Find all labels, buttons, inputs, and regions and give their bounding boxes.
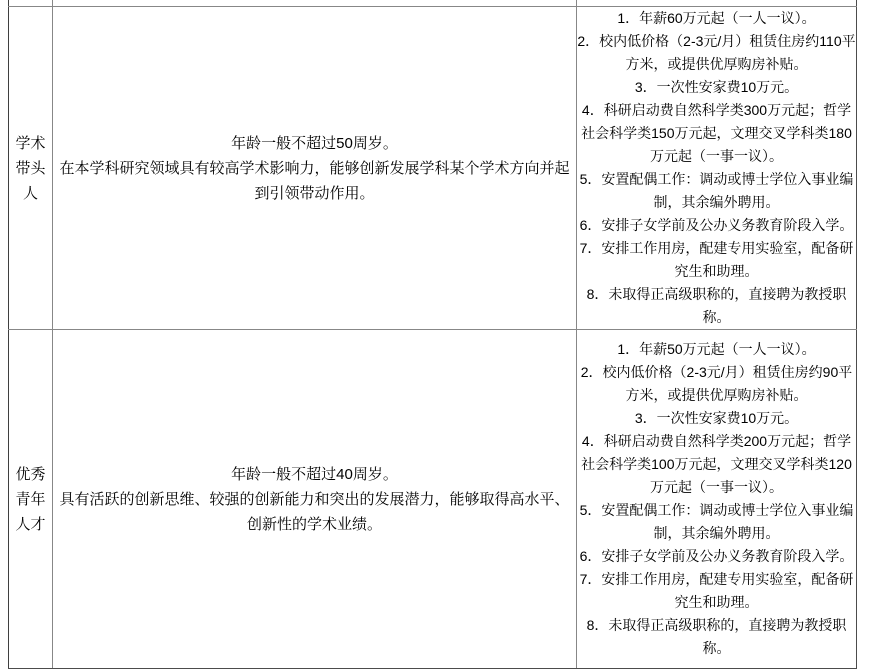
benefits-cell	[577, 7, 857, 330]
benefit-item: 1．年薪50万元起（一人一议）。	[617, 341, 816, 357]
benefit-item: 6．安排子女学前及公办义务教育阶段入学。	[579, 217, 854, 233]
description-requirement: 具有活跃的创新思维、较强的创新能力和突出的发展潜力，能够取得高水平、创新性的学术业绩。	[59, 490, 570, 533]
benefit-item: 7．安排工作用房，配建专用实验室，配备研究生和助理。	[579, 240, 854, 279]
talent-policy-table	[8, 0, 857, 669]
table-row	[9, 7, 857, 330]
age-requirement: 年龄一般不超过40周岁。	[231, 465, 398, 483]
benefit-item: 8．未取得正高级职称的，直接聘为教授职称。	[586, 286, 847, 325]
benefit-item: 5．安置配偶工作：调动或博士学位入事业编制，其余编外聘用。	[579, 502, 854, 541]
benefit-item: 7．安排工作用房，配建专用实验室，配备研究生和助理。	[579, 571, 854, 610]
benefits-cell	[577, 330, 857, 669]
benefit-item: 2．校内低价格（2-3元/月）租赁住房约90平方米，或提供优厚购房补贴。	[580, 364, 853, 403]
age-requirement: 年龄一般不超过50周岁。	[231, 134, 398, 152]
benefit-item: 3．一次性安家费10万元。	[634, 79, 799, 95]
category-label: 优秀青年人才	[15, 465, 46, 533]
description-requirement: 在本学科研究领域具有较高学术影响力，能够创新发展学科某个学术方向并起到引领带动作用。	[59, 159, 570, 202]
benefit-item: 4．科研启动费自然科学类300万元起；哲学社会科学类150万元起，文理交叉学科类180万元起（一事一议）。	[581, 102, 852, 164]
benefit-item: 1．年薪60万元起（一人一议）。	[617, 10, 816, 26]
requirements-cell	[53, 7, 577, 330]
benefit-item: 3．一次性安家费10万元。	[634, 410, 799, 426]
category-cell	[9, 330, 53, 669]
benefit-item: 2．校内低价格（2-3元/月）租赁住房约110平方米，或提供优厚购房补贴。	[577, 33, 856, 72]
benefit-item: 6．安排子女学前及公办义务教育阶段入学。	[579, 548, 854, 564]
table-row	[9, 330, 857, 669]
benefit-item: 5．安置配偶工作：调动或博士学位入事业编制，其余编外聘用。	[579, 171, 854, 210]
category-cell	[9, 7, 53, 330]
category-label: 学术带头人	[15, 134, 46, 202]
requirements-cell	[53, 330, 577, 669]
benefit-item: 4．科研启动费自然科学类200万元起；哲学社会科学类100万元起，文理交叉学科类120万元起（一事一议）。	[581, 433, 852, 495]
benefit-item: 8．未取得正高级职称的，直接聘为教授职称。	[586, 617, 847, 656]
